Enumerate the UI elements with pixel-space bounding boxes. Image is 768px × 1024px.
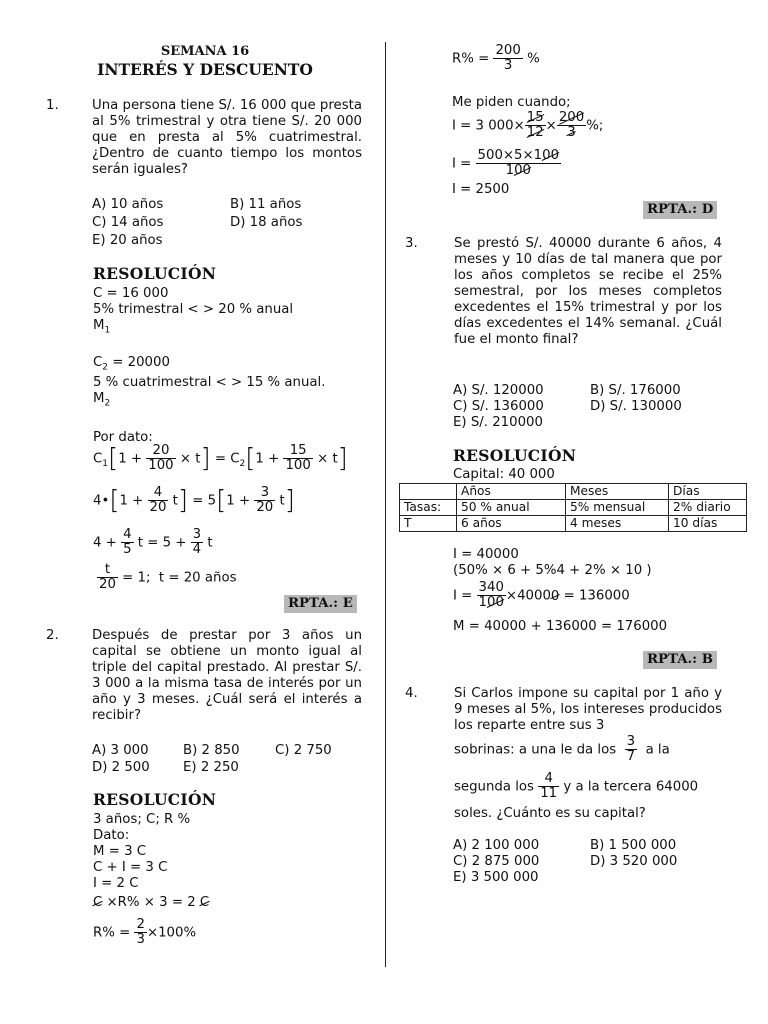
table-cell: 5% mensual xyxy=(566,500,669,516)
table-cell: 2% diario xyxy=(669,500,747,516)
solution-line: Me piden cuando; xyxy=(452,95,571,110)
solution-line: I = 40000 xyxy=(453,547,519,562)
table-cell xyxy=(400,484,457,500)
option: D) 3 520 000 xyxy=(590,854,678,869)
question-text: Se prestó S/. 40000 durante 6 años, 4 meses y 10 días de tal manera que por los años completos se recibe el 25% semestral, por los meses completos excedentes el 15% trimestral y por los días excedentes el 14% semanal. ¿Cuál fue el monto final? xyxy=(454,236,722,347)
option: D) 2 500 xyxy=(92,760,150,775)
solution-line: $M_1$ xyxy=(93,318,111,336)
option: C) 14 años xyxy=(92,215,164,230)
equation: R% = $\frac{200}{3}$ % xyxy=(452,43,540,73)
solution-line: Dato: xyxy=(93,828,130,843)
table-cell: 4 meses xyxy=(566,516,669,532)
option: E) S/. 210000 xyxy=(453,415,543,430)
equation: $C_1[1$ + $\frac{20}{100}$ × $t] = C_2[1$ + $\frac{15}{100}$ × t] xyxy=(93,443,348,474)
question-text: segunda los $\frac{4}{11}$ y a la tercera 64000 xyxy=(454,771,699,801)
table-cell: 10 días xyxy=(669,516,747,532)
question-number: 1. xyxy=(46,98,59,113)
question-text: sobrinas: a una le da los $\frac{3}{7}$ a la xyxy=(454,734,670,764)
question-text: Una persona tiene S/. 16 000 que presta al 5% trimestral y otra tiene S/. 20 000 que en presta al 5% cuatrimestral. ¿Dentro de cuanto tiempo los montos serán iguales? xyxy=(92,98,362,177)
option: D) S/. 130000 xyxy=(590,399,682,414)
option: B) 11 años xyxy=(230,197,302,212)
solution-line: 5% trimestral < > 20 % anual xyxy=(93,302,294,317)
equation: R% = $\frac{2}{3}$ ×100% xyxy=(93,917,197,947)
option: E) 3 500 000 xyxy=(453,870,539,885)
solution-line: C = 16 000 xyxy=(93,286,169,301)
resolution-title: RESOLUCIÓN xyxy=(93,790,217,809)
solution-line: Por dato: xyxy=(93,430,153,445)
option: B) 1 500 000 xyxy=(590,838,677,853)
solution-line: $M_2$ xyxy=(93,391,111,409)
solution-line: (50% × 6 + 5%4 + 2% × 10 ) xyxy=(453,563,652,578)
table-cell: Días xyxy=(669,484,747,500)
solution-line: M = 40000 + 136000 = 176000 xyxy=(453,619,668,634)
table-cell: T xyxy=(400,516,457,532)
table-cell: Tasas: xyxy=(400,500,457,516)
question-text: Después de prestar por 3 años un capital se obtiene un monto igual al triple del capital prestado. Al prestar S/. 3 000 a la misma tasa de interés por un año y 3 meses. ¿Cuál será el interés a recibir? xyxy=(92,628,362,723)
solution-line: I = 2500 xyxy=(452,182,510,197)
equation: I = $\frac{340}{100}$ ×40000 = 136000 xyxy=(453,580,630,610)
option: B) S/. 176000 xyxy=(590,383,681,398)
table-row xyxy=(400,516,747,532)
solution-line: 3 años; C; R % xyxy=(93,812,191,827)
equation: I = 3 000× $\frac{15}{12}$ × $\frac{200}{3}$ %; xyxy=(452,110,604,140)
question-number: 3. xyxy=(405,236,418,251)
column-divider xyxy=(385,42,386,967)
answer-badge: RPTA.: E xyxy=(284,595,357,613)
equation: C ×R% × 3 = 2 C xyxy=(93,895,210,910)
answer-badge: RPTA.: D xyxy=(643,201,717,219)
equation: 4 + $\frac{4}{5}$ t = 5 + $\frac{3}{4}$ t xyxy=(93,527,213,557)
option: C) 2 750 xyxy=(275,743,332,758)
table-cell: 50 % anual xyxy=(457,500,566,516)
option: E) 2 250 xyxy=(183,760,239,775)
option: D) 18 años xyxy=(230,215,303,230)
resolution-title: RESOLUCIÓN xyxy=(453,446,577,465)
question-number: 2. xyxy=(46,628,59,643)
solution-line: $C_2 = 20000$ xyxy=(93,355,170,373)
option: B) 2 850 xyxy=(183,743,240,758)
option: A) 2 100 000 xyxy=(453,838,540,853)
option: C) S/. 136000 xyxy=(453,399,544,414)
rates-table xyxy=(399,483,747,532)
table-cell: Años xyxy=(457,484,566,500)
table-header-row xyxy=(400,484,747,500)
equation: I = $\frac{500\times 5\times 100}{100}$ xyxy=(452,148,560,178)
table-cell: 6 años xyxy=(457,516,566,532)
page-title: INTERÉS Y DESCUENTO xyxy=(97,60,313,79)
option: A) 10 años xyxy=(92,197,164,212)
question-text: soles. ¿Cuánto es su capital? xyxy=(454,806,646,821)
option: A) 3 000 xyxy=(92,743,149,758)
week-label: SEMANA 16 xyxy=(160,44,250,59)
option: A) S/. 120000 xyxy=(453,383,544,398)
capital-label: Capital: 40 000 xyxy=(453,467,555,482)
equation: 4•[1 + $\frac{4}{20}$ t] = 5[1 + $\frac{3}{20}$ t] xyxy=(93,485,295,516)
solution-line: M = 3 C xyxy=(93,844,147,859)
answer-badge: RPTA.: B xyxy=(643,651,717,669)
solution-line: I = 2 C xyxy=(93,876,139,891)
question-text: Si Carlos impone su capital por 1 año y 9 meses al 5%, los intereses producidos los reparte entre sus 3 xyxy=(454,686,722,733)
solution-line: C + I = 3 C xyxy=(93,860,168,875)
option: E) 20 años xyxy=(92,233,163,248)
question-number: 4. xyxy=(405,686,418,701)
option: C) 2 875 000 xyxy=(453,854,540,869)
table-cell: Meses xyxy=(566,484,669,500)
solution-line: 5 % cuatrimestral < > 15 % anual. xyxy=(93,375,326,390)
resolution-title: RESOLUCIÓN xyxy=(93,264,217,283)
equation: $\frac{t}{20}$ = 1; t = 20 años xyxy=(99,562,237,592)
table-row xyxy=(400,500,747,516)
